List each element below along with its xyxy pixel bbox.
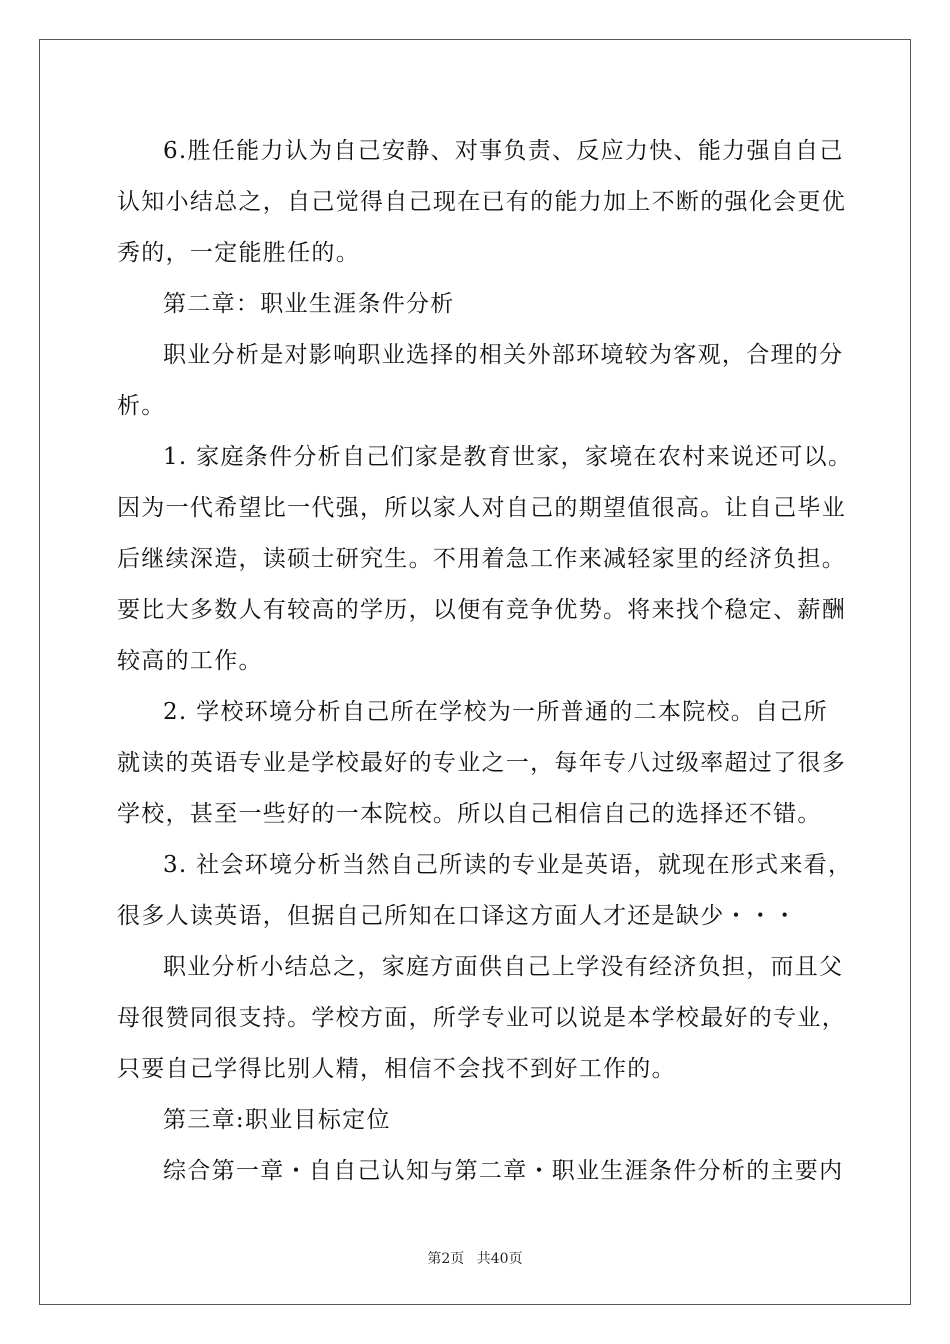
text-line: 析。 <box>117 393 166 419</box>
total-pages: 共40页 <box>476 1251 523 1267</box>
text-line: 因为一代希望比一代强，所以家人对自己的期望值很高。让自己毕业 <box>117 495 846 521</box>
text-line: 职业分析小结总之，家庭方面供自己上学没有经济负担，而且父 <box>163 954 844 980</box>
text-line: 6.胜任能力认为自己安静、对事负责、反应力快、能力强自自己 <box>163 138 844 164</box>
text-line: 较高的工作。 <box>117 648 263 674</box>
text-line: 后继续深造，读硕士研究生。不用着急工作来减轻家里的经济负担。 <box>117 546 846 572</box>
text-line: 认知小结总之，自己觉得自己现在已有的能力加上不断的强化会更优 <box>117 189 846 215</box>
chapter-heading: 第三章:职业目标定位 <box>163 1107 391 1133</box>
text-line: 要比大多数人有较高的学历，以便有竞争优势。将来找个稳定、薪酬 <box>117 597 846 623</box>
text-line: 母很赞同很支持。学校方面，所学专业可以说是本学校最好的专业， <box>117 1005 846 1031</box>
text-line: 职业分析是对影响职业选择的相关外部环境较为客观，合理的分 <box>163 342 844 368</box>
text-line: 1. 家庭条件分析自己们家是教育世家，家境在农村来说还可以。 <box>163 444 853 470</box>
page-footer <box>0 1248 950 1268</box>
text-line: 综合第一章・自自己认知与第二章・职业生涯条件分析的主要内 <box>163 1158 844 1184</box>
text-line: 只要自己学得比别人精，相信不会找不到好工作的。 <box>117 1056 676 1082</box>
text-line: 很多人读英语，但据自己所知在口译这方面人才还是缺少・・・ <box>117 903 798 929</box>
text-line: 就读的英语专业是学校最好的专业之一，每年专八过级率超过了很多 <box>117 750 846 776</box>
text-line: 学校，甚至一些好的一本院校。所以自己相信自己的选择还不错。 <box>117 801 822 827</box>
chapter-heading: 第二章：职业生涯条件分析 <box>163 291 455 317</box>
text-line: 秀的，一定能胜任的。 <box>117 240 360 266</box>
document-body <box>117 126 853 1197</box>
text-line: 2. 学校环境分析自己所在学校为一所普通的二本院校。自己所 <box>163 699 828 725</box>
page-number: 第2页 <box>427 1251 465 1267</box>
text-line: 3. 社会环境分析当然自己所读的专业是英语，就现在形式来看， <box>163 852 853 878</box>
